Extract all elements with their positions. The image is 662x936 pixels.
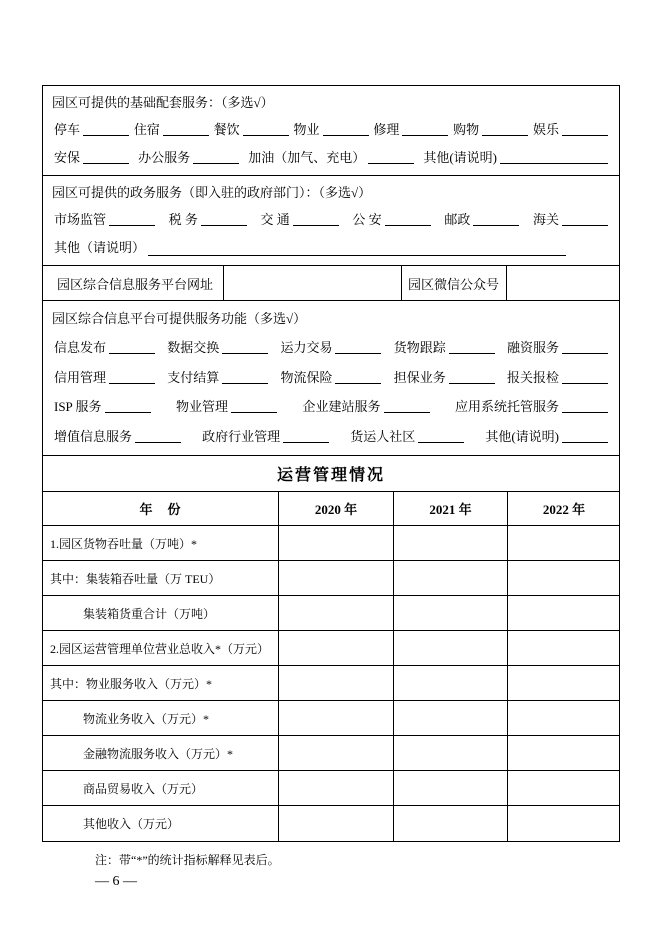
- value-cell-2020[interactable]: [278, 526, 393, 560]
- checklist-item-label: 加油（加气、充电）: [248, 150, 366, 166]
- checklist-item-label: 政府行业管理: [202, 428, 281, 444]
- gov-other-blank[interactable]: [148, 243, 566, 256]
- checklist-item-label: 企业建站服务: [302, 399, 381, 415]
- answer-blank[interactable]: [562, 371, 608, 384]
- checklist-item: [167, 367, 268, 386]
- checklist-item: [176, 396, 277, 415]
- checklist-item-label: ISP 服务: [54, 399, 102, 415]
- checklist-item: [350, 426, 464, 445]
- checklist-item-label: 其他(请说明): [423, 150, 497, 166]
- checklist-item: [533, 209, 608, 228]
- checklist-item: [352, 209, 430, 228]
- answer-blank[interactable]: [562, 430, 608, 443]
- row-label: 2.园区运营管理单位营业总收入*（万元）: [50, 641, 270, 656]
- answer-blank[interactable]: [201, 213, 247, 226]
- checklist-item-label: 修理: [373, 122, 400, 138]
- answer-blank[interactable]: [562, 400, 608, 413]
- platform-functions-line4: [52, 426, 610, 445]
- answer-blank[interactable]: [562, 341, 608, 354]
- answer-blank[interactable]: [384, 400, 430, 413]
- value-cell-2022[interactable]: [507, 806, 620, 841]
- value-cell-2020[interactable]: [278, 701, 393, 735]
- answer-blank[interactable]: [368, 151, 414, 164]
- value-cell-2020[interactable]: [278, 561, 393, 595]
- value-cell-2021[interactable]: [393, 666, 507, 700]
- footnote: 注：带“*”的统计指标解释见表后。: [95, 853, 280, 867]
- checklist-item-label: 交 通: [260, 212, 290, 228]
- checklist-item: [54, 209, 155, 228]
- checklist-item-label: 信息发布: [54, 340, 107, 356]
- value-cell-2021[interactable]: [393, 526, 507, 560]
- section-basic-services: [43, 86, 619, 176]
- checklist-item: [394, 337, 495, 356]
- answer-blank[interactable]: [482, 123, 528, 136]
- table-header-row: [43, 492, 619, 526]
- checklist-item-label: 数据交换: [167, 340, 220, 356]
- value-cell-2022[interactable]: [507, 596, 620, 630]
- table-body: [43, 526, 619, 841]
- checklist-item-label: 公 安: [352, 212, 382, 228]
- checklist-item-label: 邮政: [444, 212, 471, 228]
- checklist-item: [302, 396, 429, 415]
- checklist-item-label: 货物跟踪: [393, 340, 446, 356]
- row-label: 其中：物业服务收入（万元）*: [50, 676, 213, 691]
- checklist-item-label: 增值信息服务: [54, 428, 133, 444]
- answer-blank[interactable]: [335, 341, 381, 354]
- checklist-item-label: 应用系统托管服务: [454, 399, 559, 415]
- answer-blank[interactable]: [135, 430, 181, 443]
- checklist-item: [394, 367, 495, 386]
- value-cell-2022[interactable]: [507, 631, 620, 665]
- table-row: [43, 596, 619, 631]
- checklist-item-label: 海关: [532, 212, 559, 228]
- checklist-item-label: 其他(请说明): [485, 428, 559, 444]
- value-cell-2020[interactable]: [278, 736, 393, 770]
- table-row: [43, 666, 619, 701]
- answer-blank[interactable]: [193, 151, 239, 164]
- platform-info-row: [43, 266, 619, 301]
- checklist-item: [54, 426, 181, 445]
- answer-blank[interactable]: [231, 400, 277, 413]
- checklist-item-label: 办公服务: [138, 150, 191, 166]
- checklist-item-label: 住宿: [133, 122, 160, 138]
- value-cell-2021[interactable]: [393, 771, 507, 805]
- platform-functions-title: 园区综合信息平台可提供服务功能（多选√）: [52, 311, 307, 327]
- row-label: 商品贸易收入（万元）: [83, 781, 204, 796]
- header-2022: 2022 年: [507, 492, 620, 525]
- table-row: [43, 631, 619, 666]
- row-label: 1.园区货物吞吐量（万吨）*: [50, 536, 198, 551]
- table-row: [43, 526, 619, 561]
- platform-functions-line1: [52, 337, 610, 356]
- checklist-item: [423, 147, 608, 166]
- section-platform-functions: [43, 301, 619, 456]
- value-cell-2021[interactable]: [393, 806, 507, 841]
- answer-blank[interactable]: [473, 213, 519, 226]
- gov-other-label: 其他（请说明）: [54, 240, 146, 256]
- answer-blank[interactable]: [562, 213, 608, 226]
- row-label: 集装箱货重合计（万吨）: [83, 606, 216, 621]
- table-row: [43, 806, 619, 841]
- checklist-item: [280, 337, 381, 356]
- value-cell-2022[interactable]: [507, 526, 620, 560]
- answer-blank[interactable]: [449, 341, 495, 354]
- checklist-item: [444, 209, 519, 228]
- value-cell-2022[interactable]: [507, 701, 620, 735]
- basic-services-title: 园区可提供的基础配套服务：（多选√）: [52, 94, 274, 110]
- table-row: [43, 736, 619, 771]
- answer-blank[interactable]: [105, 400, 151, 413]
- row-label: 其中：集装箱吞吐量（万 TEU）: [50, 571, 221, 586]
- checklist-item: [134, 119, 209, 138]
- value-cell-2021[interactable]: [393, 596, 507, 630]
- answer-blank[interactable]: [109, 213, 155, 226]
- checklist-item-label: 物流保险: [280, 369, 333, 385]
- checklist-item-label: 信用管理: [54, 369, 107, 385]
- header-2020: 2020 年: [278, 492, 393, 525]
- basic-services-line2: [52, 147, 610, 166]
- checklist-item: [261, 209, 339, 228]
- answer-blank[interactable]: [500, 151, 608, 164]
- checklist-item-label: 融资服务: [506, 340, 559, 356]
- row-label: 其他收入（万元）: [83, 817, 180, 831]
- row-label: 金融物流服务收入（万元）*: [83, 746, 234, 761]
- answer-blank[interactable]: [335, 371, 381, 384]
- survey-form: [42, 85, 620, 842]
- platform-wechat-label: 园区微信公众号: [401, 266, 506, 300]
- value-cell-2021[interactable]: [393, 736, 507, 770]
- checklist-item: [455, 396, 608, 415]
- answer-blank[interactable]: [323, 123, 369, 136]
- table-row: [43, 561, 619, 596]
- checklist-item-label: 停车: [54, 122, 81, 138]
- answer-blank[interactable]: [109, 371, 155, 384]
- checklist-item: [54, 119, 129, 138]
- answer-blank[interactable]: [243, 123, 289, 136]
- platform-functions-line2: [52, 367, 610, 386]
- checklist-item-label: 货运人社区: [350, 428, 416, 444]
- page-number: — 6 —: [95, 874, 137, 889]
- platform-wechat-value[interactable]: [506, 266, 621, 300]
- checklist-item-label: 税 务: [168, 212, 198, 228]
- checklist-item-label: 支付结算: [167, 369, 220, 385]
- checklist-item: [138, 147, 239, 166]
- checklist-item: [54, 337, 155, 356]
- table-row: [43, 771, 619, 806]
- row-label: 物流业务收入（万元）*: [83, 711, 210, 726]
- checklist-item-label: 担保业务: [393, 369, 446, 385]
- gov-services-title: 园区可提供的政务服务（即入驻的政府部门）：（多选√）: [52, 184, 372, 200]
- value-cell-2022[interactable]: [507, 771, 620, 805]
- value-cell-2020[interactable]: [278, 666, 393, 700]
- checklist-item-label: 运力交易: [280, 340, 333, 356]
- section-gov-services: [43, 176, 619, 266]
- value-cell-2021[interactable]: [393, 631, 507, 665]
- header-2021: 2021 年: [393, 492, 507, 525]
- answer-blank[interactable]: [83, 123, 129, 136]
- checklist-item: [54, 147, 129, 166]
- checklist-item: [453, 119, 528, 138]
- checklist-item-label: 市场监管: [54, 212, 107, 228]
- answer-blank[interactable]: [293, 213, 339, 226]
- answer-blank[interactable]: [163, 123, 209, 136]
- checklist-item: [214, 119, 289, 138]
- checklist-item-label: 餐饮: [213, 122, 240, 138]
- value-cell-2022[interactable]: [507, 736, 620, 770]
- value-cell-2020[interactable]: [278, 806, 393, 841]
- answer-blank[interactable]: [562, 123, 608, 136]
- operations-title: 运营管理情况: [43, 456, 619, 492]
- basic-services-line1: [52, 119, 610, 138]
- platform-website-label: 园区综合信息服务平台网址: [57, 276, 214, 292]
- checklist-item: [485, 426, 608, 445]
- value-cell-2021[interactable]: [393, 701, 507, 735]
- checklist-item: [293, 119, 368, 138]
- gov-other-line: [52, 237, 610, 256]
- platform-website-value[interactable]: [223, 266, 401, 300]
- platform-functions-line3: [52, 396, 610, 415]
- checklist-item: [280, 367, 381, 386]
- checklist-item: [248, 147, 414, 166]
- checklist-item-label: 物业管理: [176, 399, 229, 415]
- value-cell-2022[interactable]: [507, 666, 620, 700]
- checklist-item-label: 娱乐: [532, 122, 559, 138]
- answer-blank[interactable]: [418, 430, 464, 443]
- answer-blank[interactable]: [385, 213, 431, 226]
- answer-blank[interactable]: [109, 341, 155, 354]
- checklist-item-label: 购物: [453, 122, 480, 138]
- value-cell-2020[interactable]: [278, 771, 393, 805]
- answer-blank[interactable]: [283, 430, 329, 443]
- checklist-item-label: 安保: [54, 150, 81, 166]
- value-cell-2022[interactable]: [507, 561, 620, 595]
- checklist-item: [507, 367, 608, 386]
- answer-blank[interactable]: [402, 123, 448, 136]
- checklist-item: [54, 396, 151, 415]
- value-cell-2020[interactable]: [278, 631, 393, 665]
- value-cell-2020[interactable]: [278, 596, 393, 630]
- header-year: 年 份: [139, 502, 182, 517]
- table-row: [43, 701, 619, 736]
- checklist-item-label: 报关报检: [506, 369, 559, 385]
- answer-blank[interactable]: [222, 341, 268, 354]
- checklist-item: [373, 119, 448, 138]
- checklist-item: [533, 119, 608, 138]
- answer-blank[interactable]: [449, 371, 495, 384]
- value-cell-2021[interactable]: [393, 561, 507, 595]
- checklist-item: [202, 426, 329, 445]
- checklist-item: [169, 209, 247, 228]
- answer-blank[interactable]: [222, 371, 268, 384]
- checklist-item: [167, 337, 268, 356]
- checklist-item: [54, 367, 155, 386]
- gov-services-line1: [52, 209, 610, 228]
- answer-blank[interactable]: [83, 151, 129, 164]
- checklist-item: [507, 337, 608, 356]
- checklist-item-label: 物业: [293, 122, 320, 138]
